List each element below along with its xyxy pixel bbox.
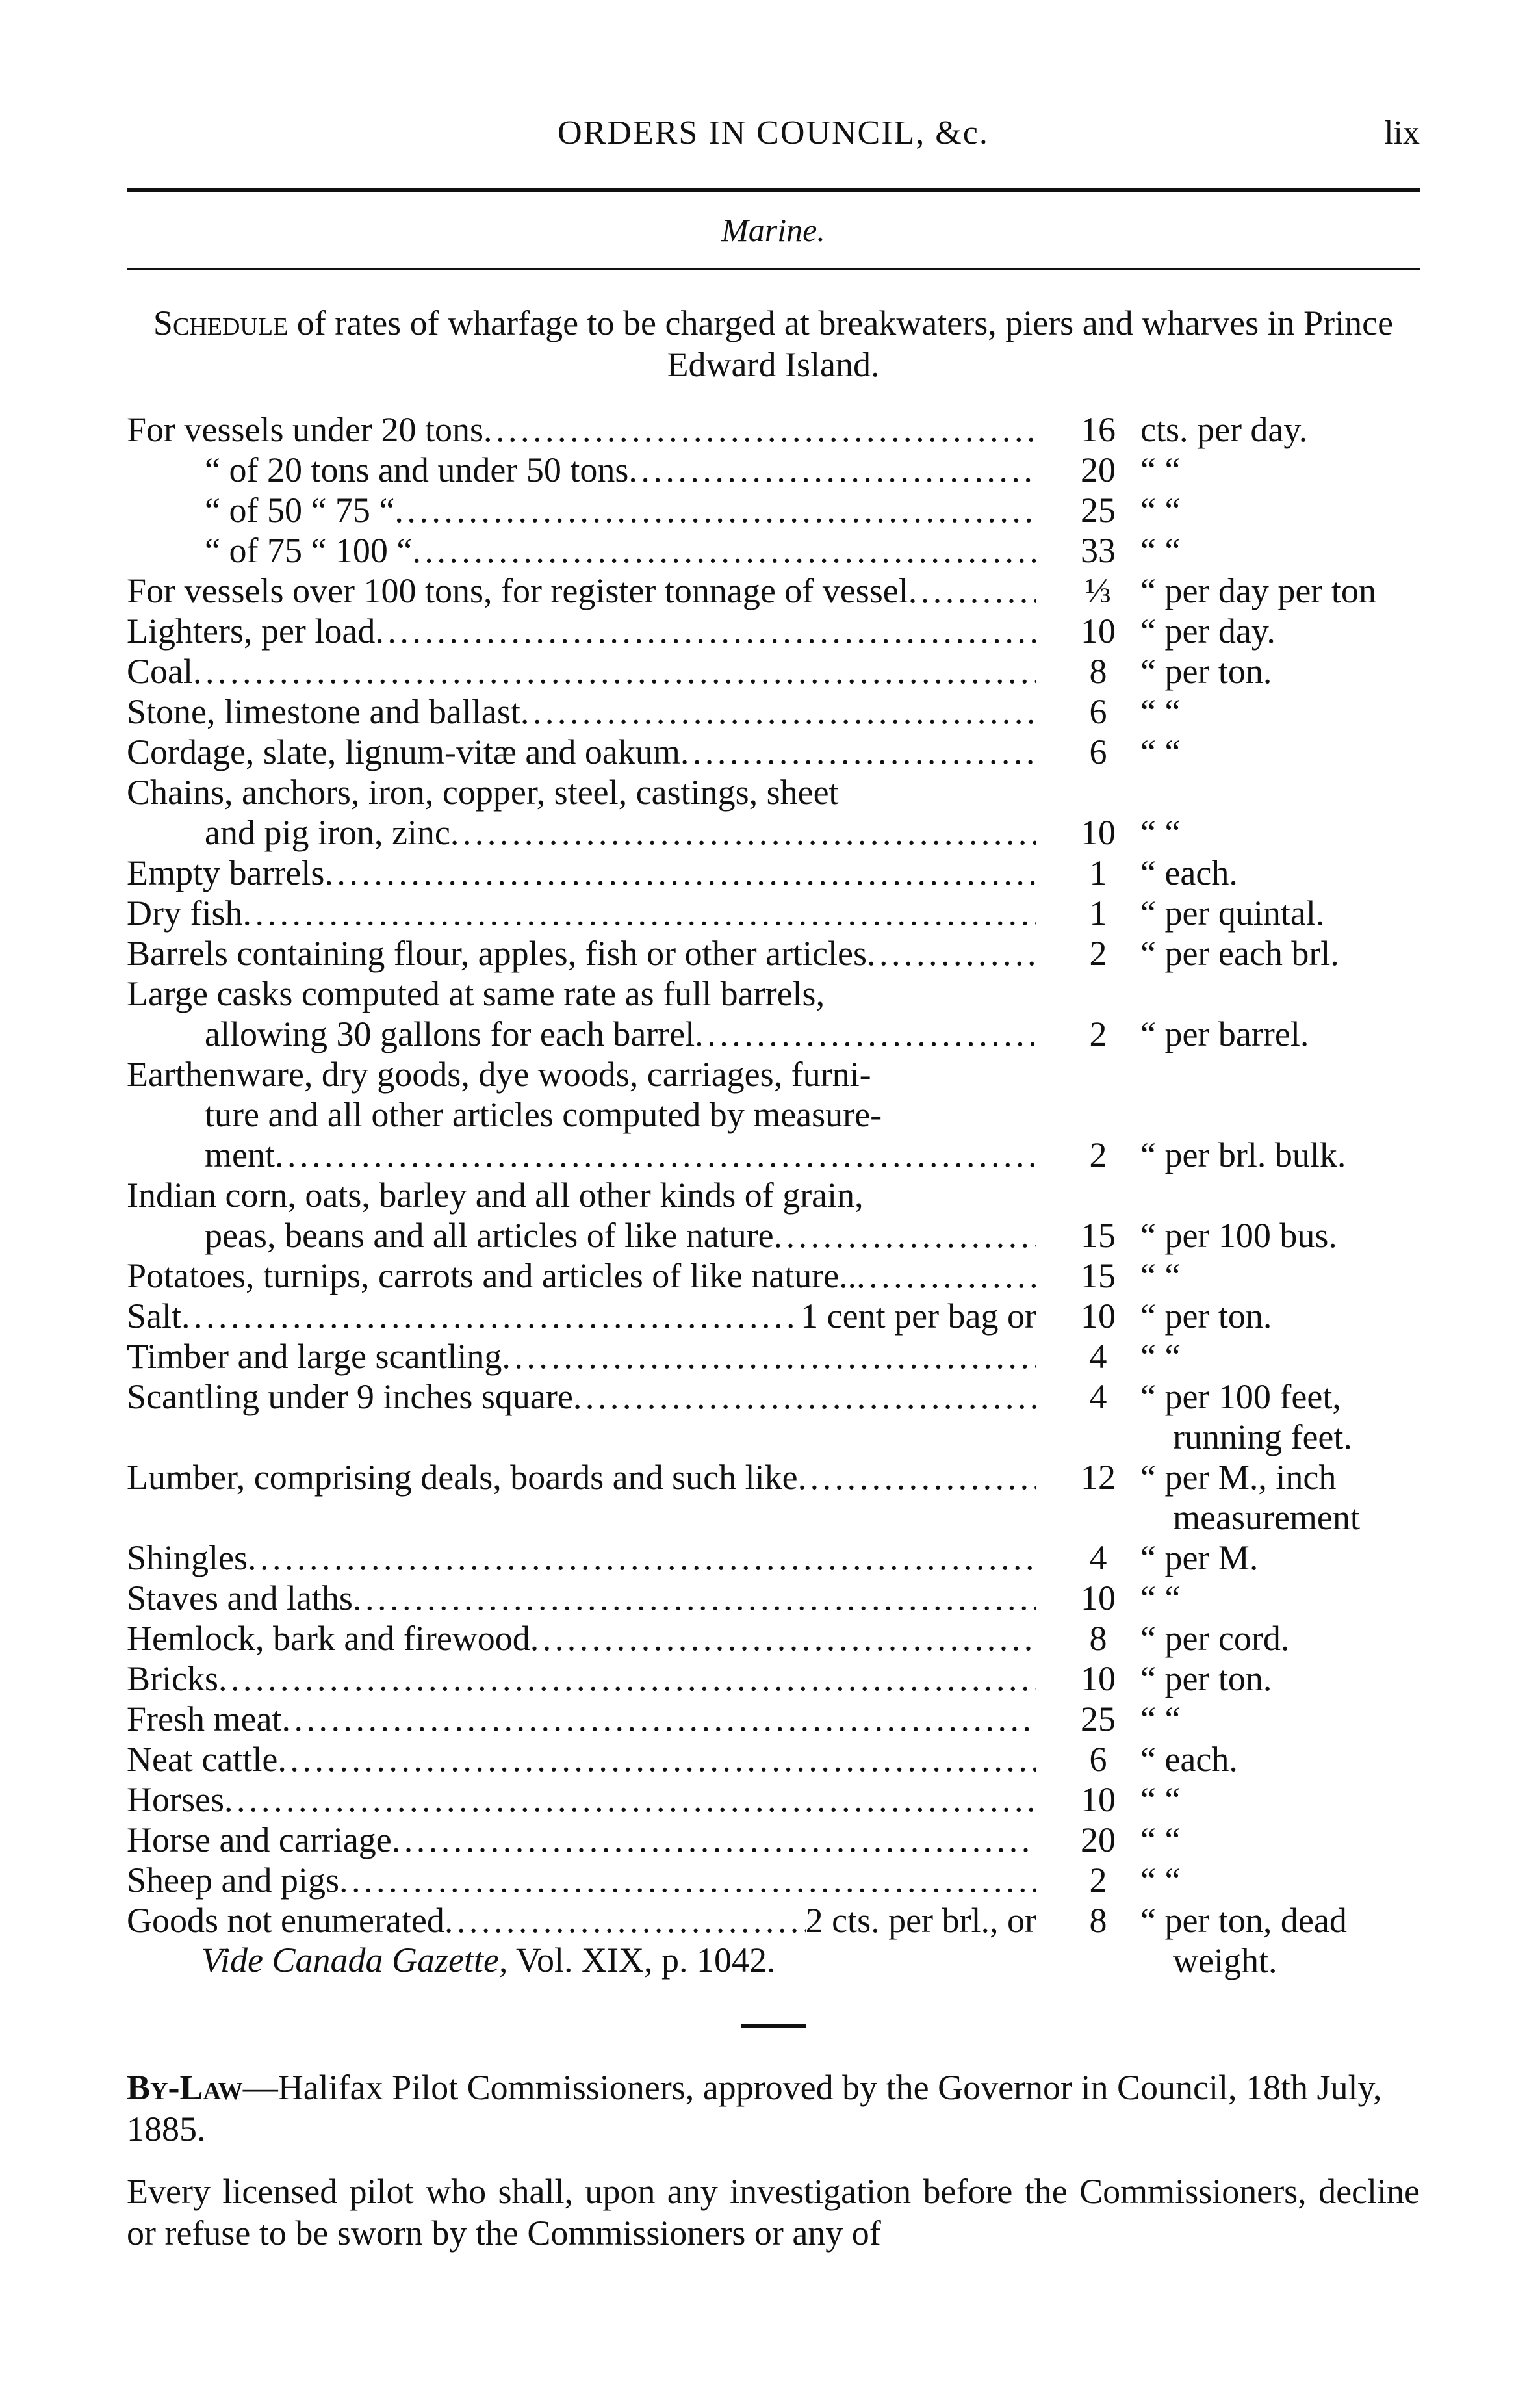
row-description [127,691,1036,732]
row-amount: 10 [1081,1297,1116,1336]
row-label: Coal [127,652,193,691]
wharfage-table [127,409,1426,1981]
leader-dots [450,812,1036,853]
leader-dots [392,1820,1036,1860]
row-label: Scantling under 9 inches square [127,1377,573,1416]
leader-dots [695,1014,1036,1054]
row-label: Cordage, slate, lignum-vitæ and oakum [127,732,680,771]
leader-dots [680,732,1036,772]
row-description [127,1175,1036,1215]
row-amount: 10 [1081,1659,1116,1698]
row-label: Indian corn, oats, barley and all other kinds of grain, [127,1176,864,1215]
row-description [127,450,1036,490]
row-amount: 10 [1081,1780,1116,1819]
table-row [127,409,1426,450]
row-amount: 1 [1089,853,1107,892]
row-label: Dry fish [127,894,243,933]
row-description [127,530,1036,571]
row-label: allowing 30 gallons for each barrel [205,1014,695,1053]
leader-dots [193,651,1036,691]
row-label: Bricks [127,1659,218,1698]
leader-dots [774,1215,1036,1256]
row-unit: “ “ [1140,450,1181,489]
row-description [127,1739,1036,1779]
row-label: Sheep and pigs [127,1861,339,1900]
table-row [127,1376,1426,1457]
table-row [127,611,1426,651]
table-row [127,651,1426,691]
row-label: Chains, anchors, iron, copper, steel, castings, sheet [127,773,839,812]
row-description [127,853,1036,893]
row-amount: 10 [1081,1579,1116,1618]
leader-dots [908,571,1036,611]
row-amount: 20 [1081,450,1116,489]
row-label: Lighters, per load [127,612,376,651]
row-amount: 25 [1081,491,1116,530]
row-description [127,893,1036,933]
row-amount: 6 [1089,732,1107,771]
table-row [127,1618,1426,1659]
row-unit: “ “ [1140,732,1181,771]
row-unit: “ per barrel. [1140,1014,1309,1053]
row-label: For vessels over 100 tons, for register tonnage of vessel [127,571,908,610]
table-row [127,1578,1426,1618]
leader-dots [573,1376,1036,1417]
row-label: Timber and large scantling [127,1337,502,1376]
table-row [127,1457,1426,1538]
row-amount: 6 [1089,692,1107,731]
row-unit: “ per quintal. [1140,894,1325,933]
row-unit: cts. per day. [1140,410,1308,449]
leader-dots [224,1779,1036,1820]
leader-dots [181,1296,801,1336]
schedule-text: of rates of wharfage to be charged at breakwaters, piers and wharves in Prince Edward Island. [288,303,1394,384]
row-unit: “ per 100 bus. [1140,1216,1337,1255]
row-amount: 6 [1089,1740,1107,1779]
table-row [127,1739,1426,1779]
bylaw-paragraph: Every licensed pilot who shall, upon any investigation before the Commissioners, decline or refuse to be sworn by the Commissioners or any of [127,2172,1420,2253]
row-amount: 20 [1081,1820,1116,1859]
row-label: “ of 75 “ 100 “ [205,531,413,570]
leader-dots [502,1336,1036,1376]
row-amount: 2 [1089,1014,1107,1053]
row-description [127,1699,1036,1739]
row-description [127,933,1036,974]
row-unit: “ “ [1140,491,1181,530]
row-unit: “ per ton. [1140,652,1272,691]
row-amount: 15 [1081,1216,1116,1255]
row-label: Stone, limestone and ballast [127,692,520,731]
row-description [127,812,1036,853]
row-unit: “ per M. [1140,1538,1259,1577]
row-amount: 12 [1081,1458,1116,1497]
row-amount: 1 [1089,894,1107,933]
table-row [127,450,1426,490]
bylaw-text: —Halifax Pilot Commissioners, approved by the Governor in Council, 18th July, 1885. [127,2068,1382,2149]
row-description [127,651,1036,691]
row-label: Empty barrels [127,853,325,892]
row-unit: “ per day per ton [1140,571,1376,610]
row-label: ment [205,1135,275,1174]
table-row [127,1256,1426,1296]
row-description [127,1538,1036,1578]
leader-dots [856,1256,1036,1296]
leader-dots [628,450,1036,490]
schedule-lead: Schedule [153,303,289,342]
table-row [127,1699,1426,1739]
row-unit: “ “ [1140,1820,1181,1859]
leader-dots [394,490,1036,530]
row-label: For vessels under 20 tons [127,410,483,449]
row-description [127,1215,1036,1256]
leader-dots [248,1538,1036,1578]
row-description [127,1860,1036,1900]
row-amount: 8 [1089,652,1107,691]
row-label: “ of 50 “ 75 “ [205,491,395,530]
row-amount: 2 [1089,934,1107,973]
row-note: 2 cts. per brl., or [805,1901,1036,1940]
row-amount: 25 [1081,1699,1116,1738]
row-label: “ of 20 tons and under 50 tons [205,450,629,489]
row-description [127,611,1036,651]
row-unit: “ per cord. [1140,1619,1290,1658]
table-row [127,1659,1426,1699]
row-amount: 15 [1081,1256,1116,1295]
row-unit: “ “ [1140,692,1181,731]
table-row [127,691,1426,732]
row-unit: “ “ [1140,531,1181,570]
row-label: Horses [127,1780,224,1819]
row-label: peas, beans and all articles of like nature [205,1216,774,1255]
row-description [127,974,1036,1014]
row-unit: “ “ [1140,1861,1181,1900]
leader-dots [520,691,1036,732]
header-rule [127,188,1420,192]
row-unit: “ “ [1140,1579,1181,1618]
row-description [127,1457,1036,1497]
row-description [127,1578,1036,1618]
table-row [127,1779,1426,1820]
short-divider [741,2024,806,2028]
row-description [127,1659,1036,1699]
row-description [127,571,1036,611]
row-description [127,1135,1036,1175]
gazette-volume: Vol. XIX, p. 1042. [507,1941,776,1980]
table-row [127,571,1426,611]
leader-dots [242,893,1036,933]
row-amount: 16 [1081,410,1116,449]
row-label: Salt [127,1297,182,1336]
leader-dots [324,853,1036,893]
leader-dots [412,530,1036,571]
row-amount: 4 [1089,1337,1107,1376]
table-row [127,853,1426,893]
row-amount: 10 [1081,813,1116,852]
row-unit: “ each. [1140,853,1238,892]
row-amount: 8 [1089,1619,1107,1658]
table-row [127,1336,1426,1376]
leader-dots [353,1578,1036,1618]
row-description [127,1900,1036,1941]
leader-dots [375,611,1036,651]
row-unit: “ per each brl. [1140,934,1339,973]
table-row [127,1296,1426,1336]
gazette-italic: Vide Canada Gazette, [201,1941,508,1980]
page-number: lix [1384,114,1420,151]
row-description [127,1618,1036,1659]
row-unit: “ “ [1140,1256,1181,1295]
row-description [127,1014,1036,1054]
running-title: ORDERS IN COUNCIL, &c. [558,114,989,151]
table-row [127,1538,1426,1578]
row-description [127,772,1036,812]
row-amount: 4 [1089,1538,1107,1577]
row-unit: “ per brl. bulk. [1140,1135,1346,1174]
row-unit: “ per ton. [1140,1659,1272,1698]
row-unit-continued: weight. [1173,1941,1277,1980]
table-row [127,1054,1426,1175]
table-row [127,893,1426,933]
row-amount: 2 [1089,1135,1107,1174]
running-header [127,114,1420,159]
row-label: Earthenware, dry goods, dye woods, carriages, furni- [127,1055,871,1094]
row-unit: “ per day. [1140,612,1276,651]
row-label: Shingles [127,1538,248,1577]
table-row [127,490,1426,530]
row-label: Horse and carriage [127,1820,392,1859]
row-amount: ⅓ [1084,571,1112,610]
bylaw-heading [127,2067,1420,2150]
leader-dots [444,1900,806,1941]
leader-dots [530,1618,1036,1659]
row-unit: “ per ton. [1140,1297,1272,1336]
row-unit: “ “ [1140,1699,1181,1738]
row-description [127,490,1036,530]
row-unit: “ per 100 feet, [1140,1377,1341,1416]
leader-dots [281,1699,1036,1739]
row-label: ture and all other articles computed by measure- [205,1095,882,1134]
leader-dots [483,409,1036,450]
row-unit: “ “ [1140,1337,1181,1376]
row-description [127,1054,1036,1094]
table-row [127,974,1426,1054]
row-label: Large casks computed at same rate as full barrels, [127,974,825,1013]
table-row [127,1860,1426,1900]
row-unit-continued: measurement [1173,1498,1360,1537]
leader-dots [275,1135,1036,1175]
row-unit: “ “ [1140,1780,1181,1819]
table-row [127,1820,1426,1860]
table-row [127,1175,1426,1256]
row-description [127,1336,1036,1376]
leader-dots [277,1739,1036,1779]
schedule-heading [127,302,1420,385]
row-unit: “ per M., inch [1140,1458,1337,1497]
gazette-reference [201,1940,775,1980]
row-note: 1 cent per bag or [801,1297,1036,1336]
row-label: Neat cattle [127,1740,278,1779]
row-description [127,732,1036,772]
row-amount: 2 [1089,1861,1107,1900]
row-description [127,1256,1036,1296]
bylaw-lead: By-Law [127,2068,243,2107]
row-unit: “ per ton, dead [1140,1901,1347,1940]
leader-dots [798,1457,1036,1497]
section-rule [127,268,1420,270]
row-label: Staves and laths [127,1579,353,1618]
row-unit: “ “ [1140,813,1181,852]
leader-dots [339,1860,1036,1900]
row-unit: “ each. [1140,1740,1238,1779]
table-row [127,732,1426,772]
row-amount: 4 [1089,1377,1107,1416]
row-description [127,1376,1036,1417]
row-label: and pig iron, zinc [205,813,450,852]
row-label: Barrels containing flour, apples, fish or other articles [127,934,867,973]
row-description [127,1779,1036,1820]
table-row [127,530,1426,571]
row-label: Goods not enumerated [127,1901,444,1940]
row-amount: 33 [1081,531,1116,570]
table-row [127,772,1426,853]
table-row [127,933,1426,974]
row-label: Hemlock, bark and firewood [127,1619,530,1658]
row-label: Lumber, comprising deals, boards and such like [127,1458,798,1497]
row-description [127,1296,1036,1336]
leader-dots [218,1659,1036,1699]
row-amount: 8 [1089,1901,1107,1940]
row-label: Potatoes, turnips, carrots and articles of like nature.. [127,1256,857,1295]
section-title: Marine. [721,212,825,248]
row-label: Fresh meat [127,1699,282,1738]
leader-dots [867,933,1036,974]
row-description [127,1820,1036,1860]
row-unit-continued: running feet. [1173,1417,1352,1456]
row-amount: 10 [1081,612,1116,651]
row-description [127,409,1036,450]
row-description [127,1094,1036,1135]
